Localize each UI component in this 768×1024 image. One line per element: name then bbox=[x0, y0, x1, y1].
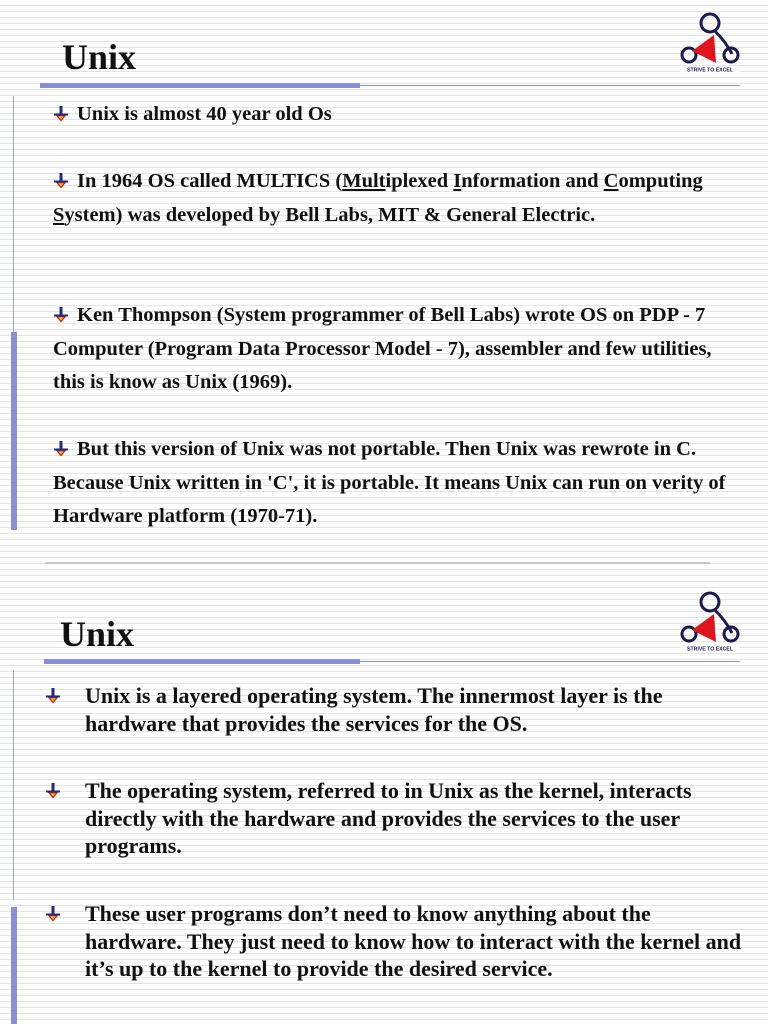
bullet-text-part: nformation and bbox=[461, 170, 604, 192]
left-margin-bar bbox=[11, 907, 17, 1024]
acronym-letter: I bbox=[453, 170, 462, 192]
down-arrow-bullet-icon bbox=[53, 106, 69, 122]
left-margin-line bbox=[13, 96, 14, 332]
bullet-text: These user programs don’t need to know anything about the hardware. They just need to know how to interact with the kernel and it’s up to the kernel to provide the desired service. bbox=[85, 901, 742, 981]
slide-title: Unix bbox=[62, 37, 137, 77]
logo-caption: STRIVE TO EXCEL bbox=[686, 67, 734, 74]
bullet-text-part: ystem) was developed by Bell Labs, MIT & General Electric. bbox=[64, 203, 596, 226]
bullet-text: But this version of Unix was not portable. Then Unix was rewrote in C. Because Unix written in 'C', it is portable. It means Unix can run on verity of Hardware platform (1970-71). bbox=[53, 438, 726, 527]
bullet-item bbox=[53, 98, 733, 132]
bullet-item bbox=[53, 433, 733, 534]
title-underline-thick bbox=[44, 659, 360, 664]
slide-2 bbox=[0, 575, 768, 1024]
bullet-item bbox=[45, 900, 745, 983]
acronym-letter: C bbox=[603, 170, 619, 192]
down-arrow-bullet-icon bbox=[45, 688, 61, 704]
bullet-item bbox=[45, 682, 745, 737]
bullet-item bbox=[53, 165, 733, 232]
bullet-item bbox=[53, 299, 733, 400]
title-underline-thin bbox=[360, 661, 740, 662]
bullet-text: The operating system, referred to in Unix as the kernel, interacts directly with the hardware and provides the services to the user programs. bbox=[85, 778, 692, 858]
bullet-text: Ken Thompson (System programmer of Bell Labs) wrote OS on PDP - 7 Computer (Program Data Processor Model - 7), assembler and few utilities, this is know as Unix (1969). bbox=[53, 304, 712, 393]
left-margin-bar bbox=[11, 332, 17, 530]
bullet-text: Unix is almost 40 year old Os bbox=[77, 103, 332, 125]
down-arrow-bullet-icon bbox=[45, 906, 61, 922]
bullet-item bbox=[45, 777, 745, 860]
bullet-text: Unix is a layered operating system. The innermost layer is the hardware that provides the services for the OS. bbox=[85, 683, 663, 736]
bullet-text-part: omputing bbox=[618, 170, 703, 192]
strive-to-excel-logo bbox=[678, 589, 742, 658]
strive-to-excel-logo bbox=[678, 10, 742, 79]
down-arrow-bullet-icon bbox=[53, 441, 69, 457]
acronym-letter: Mult bbox=[342, 170, 386, 192]
title-underline-thick bbox=[40, 83, 360, 88]
down-arrow-bullet-icon bbox=[53, 173, 69, 189]
left-margin-line bbox=[13, 670, 14, 900]
acronym-letter: S bbox=[53, 203, 65, 226]
bullet-text-part: iplexed bbox=[385, 170, 454, 192]
down-arrow-bullet-icon bbox=[53, 307, 69, 323]
logo-caption: STRIVE TO EXCEL bbox=[686, 646, 734, 653]
title-underline-thin bbox=[360, 85, 740, 86]
bullet-text-lead: In 1964 OS called MULTICS ( bbox=[77, 170, 343, 192]
down-arrow-bullet-icon bbox=[45, 783, 61, 799]
slide-divider bbox=[45, 562, 710, 564]
slide-title: Unix bbox=[60, 614, 135, 654]
